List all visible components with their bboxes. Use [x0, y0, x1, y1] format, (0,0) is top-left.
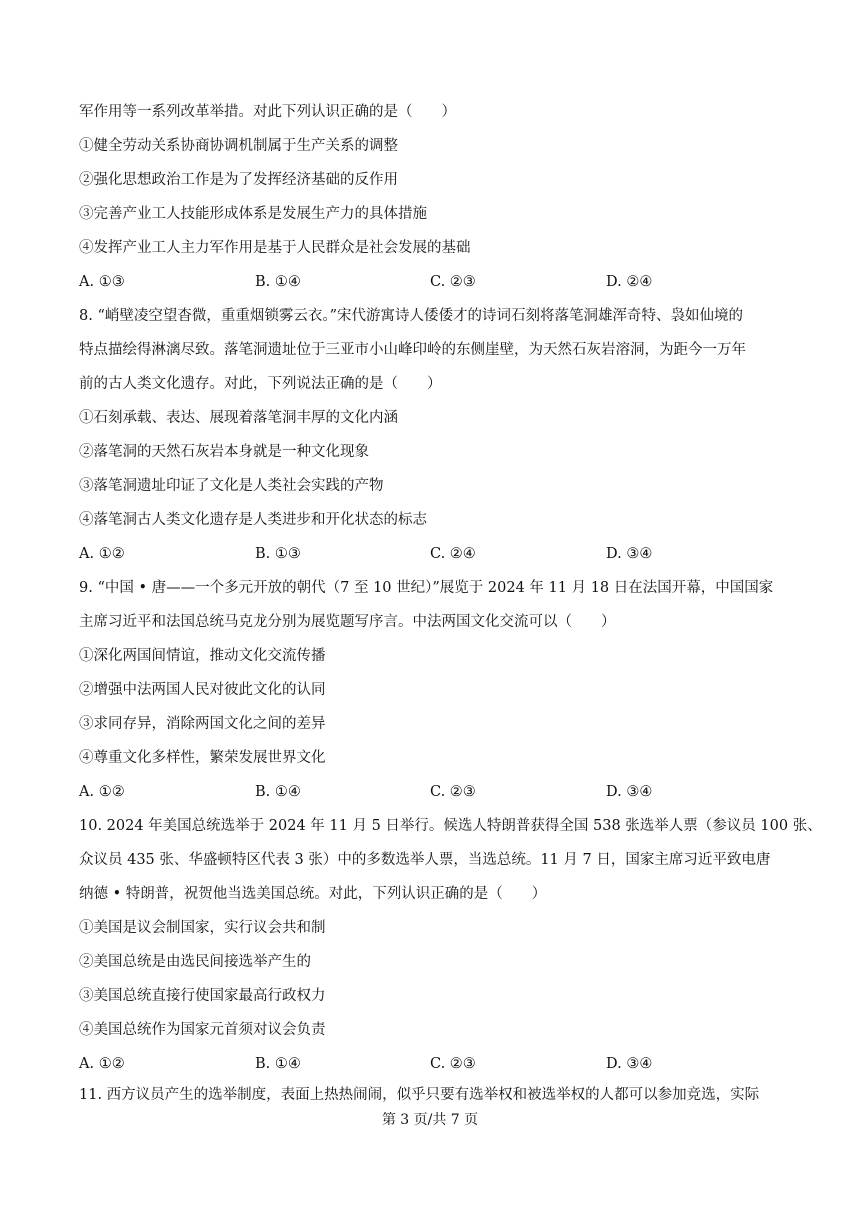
q7-stem-continuation: 军作用等一系列改革举措。对此下列认识正确的是（ ） — [79, 104, 456, 120]
q7-option-b[interactable]: B. ①④ — [255, 274, 301, 290]
q8-options — [79, 544, 779, 564]
q10-options — [79, 1054, 779, 1074]
q11-stem-line-1: 11. 西方议员产生的选举制度，表面上热热闹闹，似乎只要有选举权和被选举权的人都可以参加竞选，实际 — [79, 1087, 760, 1103]
q8-stem-line-1: 8. “峭壁凌空望杳微，重重烟锁雾云衣。”宋代游寓诗人倭倭才的诗词石刻将落笔洞雄浑奇特、袅如仙境的 — [79, 308, 744, 324]
q10-stem-line-3: 纳德 • 特朗普，祝贺他当选美国总统。对此，下列认识正确的是（ ） — [79, 886, 547, 902]
q9-item-1: ①深化两国间情谊，推动文化交流传播 — [79, 648, 326, 664]
q7-item-3: ③完善产业工人技能形成体系是发展生产力的具体措施 — [79, 206, 427, 222]
q9-options — [79, 782, 779, 802]
q9-stem-line-2: 主席习近平和法国总统马克龙分别为展览题写序言。中法两国文化交流可以（ ） — [79, 614, 616, 630]
q9-item-3: ③求同存异，消除两国文化之间的差异 — [79, 716, 326, 732]
q9-item-4: ④尊重文化多样性，繁荣发展世界文化 — [79, 750, 326, 766]
page-footer: 第 3 页/共 7 页 — [381, 1112, 479, 1128]
q10-option-c[interactable]: C. ②③ — [430, 1056, 476, 1072]
q9-option-a[interactable]: A. ①② — [79, 784, 125, 800]
q9-item-2: ②增强中法两国人民对彼此文化的认同 — [79, 682, 326, 698]
q7-item-2: ②强化思想政治工作是为了发挥经济基础的反作用 — [79, 172, 398, 188]
q7-item-4: ④发挥产业工人主力军作用是基于人民群众是社会发展的基础 — [79, 240, 471, 256]
q8-item-2: ②落笔洞的天然石灰岩本身就是一种文化现象 — [79, 444, 369, 460]
q10-stem-line-2: 众议员 435 张、华盛顿特区代表 3 张）中的多数选举人票，当选总统。11 月 7 日，国家主席习近平致电唐 — [79, 852, 771, 868]
q10-item-2: ②美国总统是由选民间接选举产生的 — [79, 954, 311, 970]
q8-option-d[interactable]: D. ③④ — [606, 546, 653, 562]
q10-option-b[interactable]: B. ①④ — [255, 1056, 301, 1072]
q10-option-a[interactable]: A. ①② — [79, 1056, 125, 1072]
q10-option-d[interactable]: D. ③④ — [606, 1056, 653, 1072]
q10-item-4: ④美国总统作为国家元首须对议会负责 — [79, 1022, 326, 1038]
q8-item-4: ④落笔洞古人类文化遗存是人类进步和开化状态的标志 — [79, 512, 427, 528]
q10-stem-line-1: 10. 2024 年美国总统选举于 2024 年 11 月 5 日举行。候选人特朗普获得全国 538 张选举人票（参议员 100 张、 — [79, 818, 822, 834]
q9-stem-line-1: 9. “中国 • 唐——一个多元开放的朝代（7 至 10 世纪）”展览于 2024 年 11 月 18 日在法国开幕，中国国家 — [79, 580, 774, 596]
q8-item-3: ③落笔洞遗址印证了文化是人类社会实践的产物 — [79, 478, 384, 494]
q10-item-1: ①美国是议会制国家，实行议会共和制 — [79, 920, 326, 936]
q7-option-c[interactable]: C. ②③ — [430, 274, 476, 290]
q8-item-1: ①石刻承载、表达、展现着落笔洞丰厚的文化内涵 — [79, 410, 398, 426]
q8-stem-line-3: 前的古人类文化遗存。对此，下列说法正确的是（ ） — [79, 376, 442, 392]
q7-option-d[interactable]: D. ②④ — [606, 274, 653, 290]
q8-option-b[interactable]: B. ①③ — [255, 546, 301, 562]
q7-option-a[interactable]: A. ①③ — [79, 274, 125, 290]
q9-option-d[interactable]: D. ③④ — [606, 784, 653, 800]
q8-stem-line-2: 特点描绘得淋漓尽致。落笔洞遗址位于三亚市小山峰印岭的东侧崖壁，为天然石灰岩溶洞，为距今一万年 — [79, 342, 746, 358]
q7-item-1: ①健全劳动关系协商协调机制属于生产关系的调整 — [79, 138, 398, 154]
q9-option-b[interactable]: B. ①④ — [255, 784, 301, 800]
q7-options — [79, 272, 779, 292]
q9-option-c[interactable]: C. ②③ — [430, 784, 476, 800]
q8-option-c[interactable]: C. ②④ — [430, 546, 476, 562]
q8-option-a[interactable]: A. ①② — [79, 546, 125, 562]
q10-item-3: ③美国总统直接行使国家最高行政权力 — [79, 988, 326, 1004]
